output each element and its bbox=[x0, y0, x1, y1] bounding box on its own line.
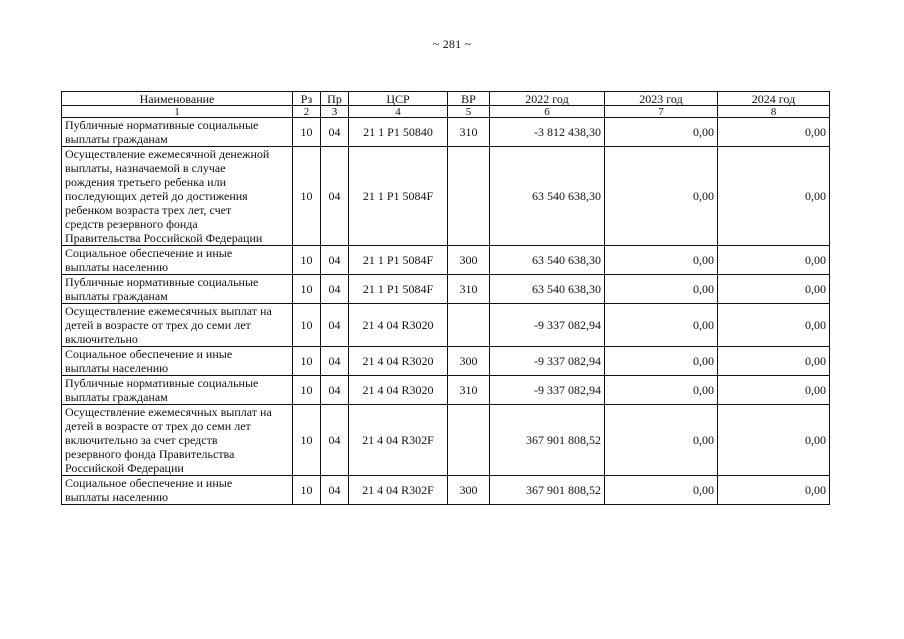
column-number: 5 bbox=[448, 106, 490, 118]
row-vr: 310 bbox=[448, 376, 490, 405]
row-name: Осуществление ежемесячных выплат на детей в возрасте от трех до семи лет включительно bbox=[62, 304, 293, 347]
row-2023: 0,00 bbox=[605, 347, 718, 376]
row-2024: 0,00 bbox=[718, 147, 830, 246]
row-vr: 310 bbox=[448, 118, 490, 147]
row-rz: 10 bbox=[293, 147, 321, 246]
header-row bbox=[62, 92, 830, 106]
row-pr: 04 bbox=[321, 118, 349, 147]
header-2024: 2024 год bbox=[718, 92, 830, 106]
row-rz: 10 bbox=[293, 304, 321, 347]
row-pr: 04 bbox=[321, 275, 349, 304]
row-rz: 10 bbox=[293, 246, 321, 275]
row-csr: 21 1 P1 5084F bbox=[349, 275, 448, 304]
row-2023: 0,00 bbox=[605, 476, 718, 505]
column-number: 3 bbox=[321, 106, 349, 118]
header-2023: 2023 год bbox=[605, 92, 718, 106]
row-2024: 0,00 bbox=[718, 118, 830, 147]
row-vr bbox=[448, 405, 490, 476]
row-pr: 04 bbox=[321, 347, 349, 376]
row-2023: 0,00 bbox=[605, 118, 718, 147]
row-pr: 04 bbox=[321, 147, 349, 246]
table-row bbox=[62, 147, 830, 246]
page-number: ~ 281 ~ bbox=[432, 37, 472, 51]
row-2024: 0,00 bbox=[718, 405, 830, 476]
row-pr: 04 bbox=[321, 376, 349, 405]
row-2022: 63 540 638,30 bbox=[490, 246, 605, 275]
column-number: 4 bbox=[349, 106, 448, 118]
row-csr: 21 1 P1 50840 bbox=[349, 118, 448, 147]
row-2022: -9 337 082,94 bbox=[490, 304, 605, 347]
header-rz: Рз bbox=[293, 92, 321, 106]
column-number: 8 bbox=[718, 106, 830, 118]
table-row bbox=[62, 118, 830, 147]
row-rz: 10 bbox=[293, 275, 321, 304]
row-rz: 10 bbox=[293, 476, 321, 505]
table-row bbox=[62, 347, 830, 376]
row-2024: 0,00 bbox=[718, 376, 830, 405]
row-2023: 0,00 bbox=[605, 376, 718, 405]
row-vr: 300 bbox=[448, 347, 490, 376]
row-2024: 0,00 bbox=[718, 275, 830, 304]
row-rz: 10 bbox=[293, 118, 321, 147]
row-name: Социальное обеспечение и иные выплаты населению bbox=[62, 347, 293, 376]
table-row bbox=[62, 476, 830, 505]
row-2023: 0,00 bbox=[605, 405, 718, 476]
row-2022: 367 901 808,52 bbox=[490, 405, 605, 476]
row-2022: -9 337 082,94 bbox=[490, 347, 605, 376]
row-csr: 21 4 04 R3020 bbox=[349, 347, 448, 376]
row-name: Публичные нормативные социальные выплаты гражданам bbox=[62, 376, 293, 405]
budget-table bbox=[61, 91, 830, 505]
row-csr: 21 4 04 R302F bbox=[349, 405, 448, 476]
row-2023: 0,00 bbox=[605, 275, 718, 304]
row-name: Осуществление ежемесячных выплат на детей в возрасте от трех до семи лет включительно за счет средств резервного фонда Правительства Российской Федерации bbox=[62, 405, 293, 476]
row-csr: 21 1 P1 5084F bbox=[349, 246, 448, 275]
header-vr: ВР bbox=[448, 92, 490, 106]
table-row bbox=[62, 246, 830, 275]
column-number: 7 bbox=[605, 106, 718, 118]
column-number: 2 bbox=[293, 106, 321, 118]
row-2024: 0,00 bbox=[718, 347, 830, 376]
row-rz: 10 bbox=[293, 347, 321, 376]
header-2022: 2022 год bbox=[490, 92, 605, 106]
row-csr: 21 4 04 R3020 bbox=[349, 304, 448, 347]
row-2023: 0,00 bbox=[605, 304, 718, 347]
row-vr bbox=[448, 304, 490, 347]
row-2022: -9 337 082,94 bbox=[490, 376, 605, 405]
row-2024: 0,00 bbox=[718, 246, 830, 275]
row-rz: 10 bbox=[293, 376, 321, 405]
row-vr bbox=[448, 147, 490, 246]
table-row bbox=[62, 275, 830, 304]
row-2022: 63 540 638,30 bbox=[490, 275, 605, 304]
column-number: 1 bbox=[62, 106, 293, 118]
column-number-row bbox=[62, 106, 830, 118]
header-pr: Пр bbox=[321, 92, 349, 106]
row-2023: 0,00 bbox=[605, 246, 718, 275]
row-2022: -3 812 438,30 bbox=[490, 118, 605, 147]
row-2023: 0,00 bbox=[605, 147, 718, 246]
row-2024: 0,00 bbox=[718, 304, 830, 347]
table-row bbox=[62, 405, 830, 476]
row-2022: 63 540 638,30 bbox=[490, 147, 605, 246]
row-pr: 04 bbox=[321, 246, 349, 275]
row-name: Социальное обеспечение и иные выплаты населению bbox=[62, 476, 293, 505]
row-name: Социальное обеспечение и иные выплаты населению bbox=[62, 246, 293, 275]
row-pr: 04 bbox=[321, 405, 349, 476]
row-csr: 21 4 04 R302F bbox=[349, 476, 448, 505]
header-csr: ЦСР bbox=[349, 92, 448, 106]
row-rz: 10 bbox=[293, 405, 321, 476]
row-name: Публичные нормативные социальные выплаты гражданам bbox=[62, 275, 293, 304]
row-vr: 300 bbox=[448, 476, 490, 505]
table-row bbox=[62, 376, 830, 405]
table-row bbox=[62, 304, 830, 347]
row-csr: 21 4 04 R3020 bbox=[349, 376, 448, 405]
row-pr: 04 bbox=[321, 476, 349, 505]
column-number: 6 bbox=[490, 106, 605, 118]
row-pr: 04 bbox=[321, 304, 349, 347]
row-vr: 300 bbox=[448, 246, 490, 275]
row-2024: 0,00 bbox=[718, 476, 830, 505]
row-2022: 367 901 808,52 bbox=[490, 476, 605, 505]
row-name: Осуществление ежемесячной денежной выплаты, назначаемой в случае рождения третьего ребенка или последующих детей до достижения ребенком возраста трех лет, счет средств резервного фонда Правительства Российской Федерации bbox=[62, 147, 293, 246]
row-name: Публичные нормативные социальные выплаты гражданам bbox=[62, 118, 293, 147]
header-name: Наименование bbox=[62, 92, 293, 106]
row-csr: 21 1 P1 5084F bbox=[349, 147, 448, 246]
row-vr: 310 bbox=[448, 275, 490, 304]
